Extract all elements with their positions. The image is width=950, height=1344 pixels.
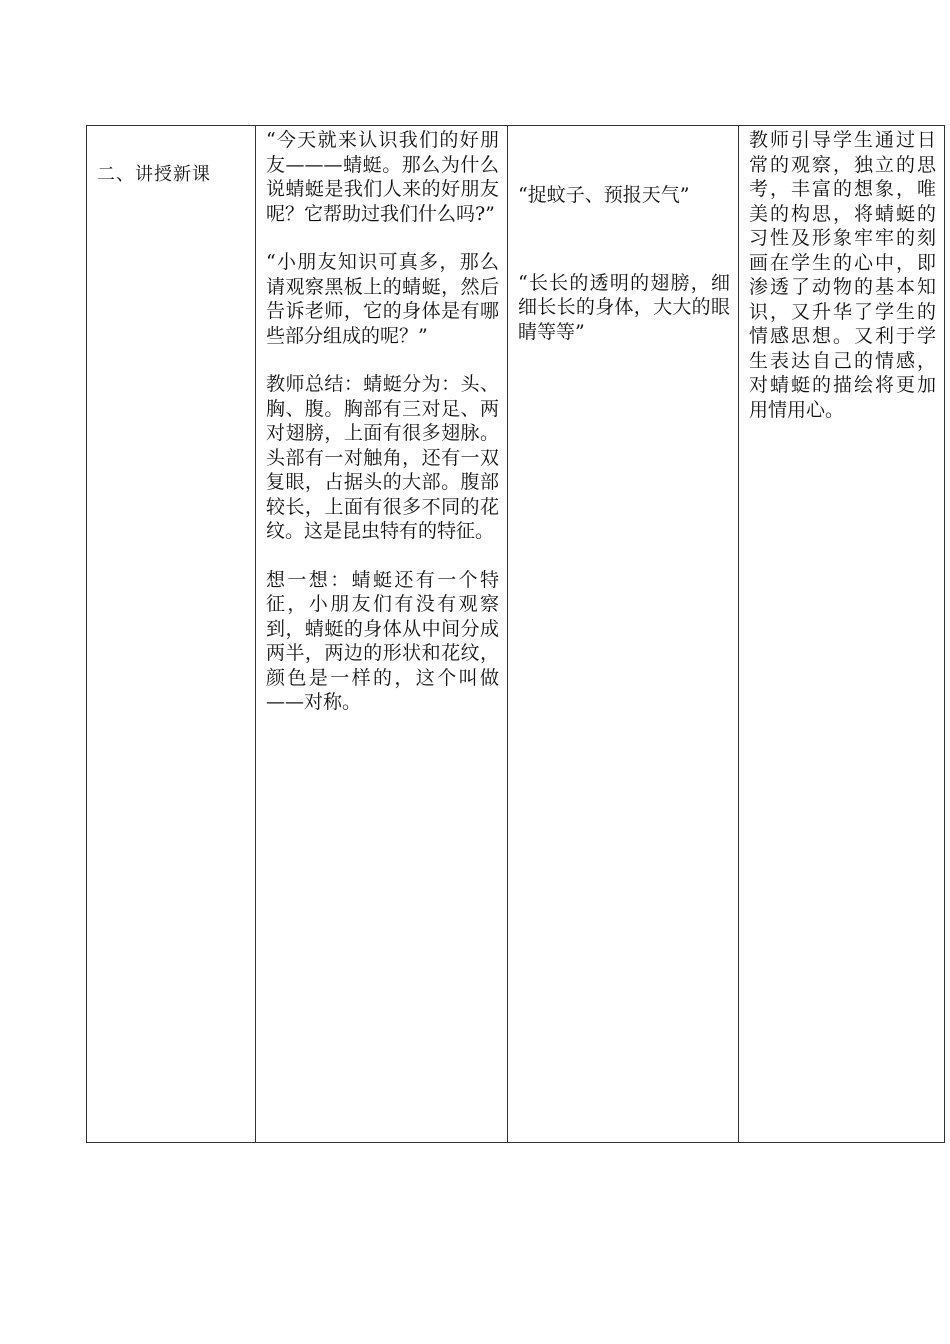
design-intent-text: 教师引导学生通过日常的观察，独立的思考，丰富的想象，唯美的构思，将蜻蜓的习性及形象牢牢的刻画在学生的心中，即渗透了动物的基本知识，又升华了学生的情感思想。又利于学生表达自己的情感，对蜻蜓的描绘将更加用情用心。 [749, 129, 936, 421]
table-row [87, 126, 945, 1143]
teacher-paragraph-2: “小朋友知识可真多，那么请观察黑板上的蜻蜓，然后告诉老师，它的身体是有哪些部分组成的呢？” [266, 251, 499, 347]
lesson-plan-table [86, 125, 945, 1143]
student-response-2: “长长的透明的翅膀，细细长长的身体，大大的眼睛等等” [518, 271, 730, 343]
stage-label: 二、讲授新课 [97, 164, 211, 185]
teacher-paragraph-3: 教师总结：蜻蜓分为：头、胸、腹。胸部有三对足、两对翅膀，上面有很多翅脉。头部有一对触角，还有一双复眼，占据头的大部。腹部较长，上面有很多不同的花纹。这是昆虫特有的特征。 [266, 373, 499, 542]
design-intent-cell [739, 126, 945, 1143]
student-response-cell [508, 126, 739, 1143]
teacher-paragraph-4: 想一想：蜻蜓还有一个特征，小朋友们有没有观察到，蜻蜓的身体从中间分成两半，两边的形状和花纹，颜色是一样的，这个叫做——对称。 [266, 568, 499, 713]
teacher-paragraph-1: “今天就来认识我们的好朋友———蜻蜓。那么为什么说蜻蜓是我们人来的好朋友呢？它帮助过我们什么吗?” [266, 129, 499, 225]
student-response-1: “捉蚊子、预报天气” [518, 184, 690, 206]
stage-cell [87, 126, 256, 1143]
teacher-activity-cell [256, 126, 508, 1143]
